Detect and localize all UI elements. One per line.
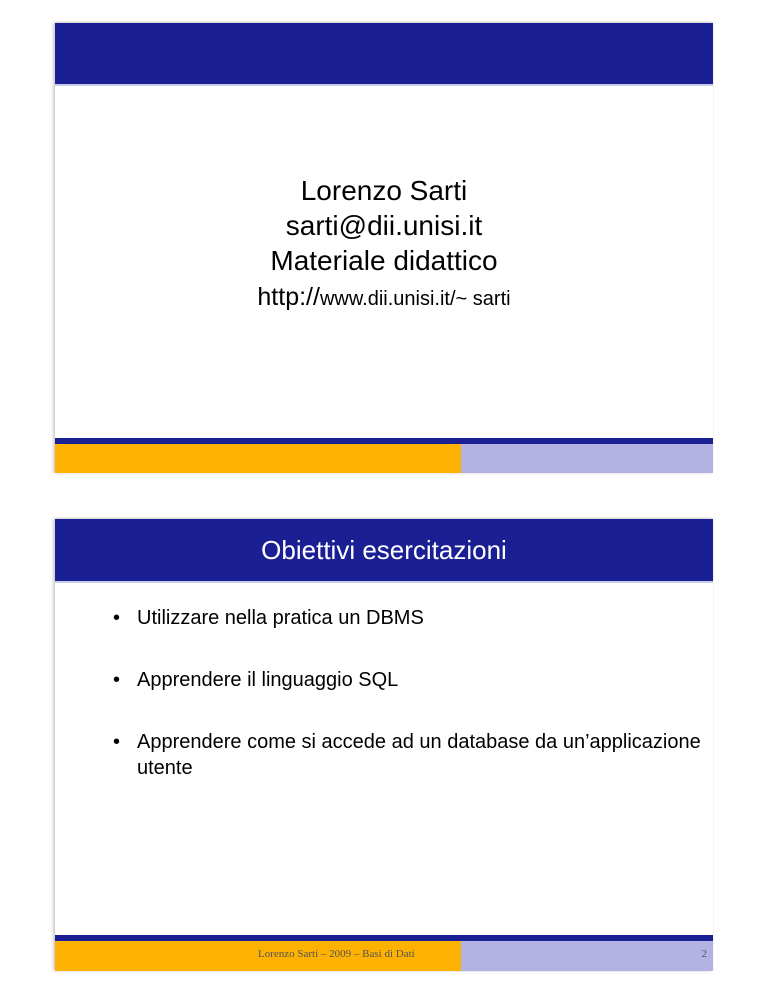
material-label: Materiale didattico [270, 245, 498, 276]
bullet-icon: • [113, 669, 121, 691]
author-email: sarti@dii.unisi.it [285, 210, 483, 241]
course-url [55, 280, 713, 318]
bullet-list [113, 605, 703, 817]
bullet-text: Utilizzare nella pratica un DBMS [137, 607, 424, 629]
footer-lavender-bar [461, 444, 713, 473]
slide-1 [55, 23, 713, 473]
slide-2 [55, 519, 713, 971]
title-block [55, 173, 713, 318]
slide-header-bar [55, 23, 713, 84]
footer-orange-bar [55, 444, 461, 473]
bullet-icon: • [113, 607, 121, 629]
bullet-icon: • [113, 731, 121, 753]
list-item [113, 729, 703, 781]
bullet-text: Apprendere come si accede ad un database da un’applicazione utente [137, 731, 701, 779]
page-number: 2 [701, 948, 707, 960]
footer-lavender-bar [461, 941, 713, 971]
bullet-text: Apprendere il linguaggio SQL [137, 669, 399, 691]
header-divider [55, 84, 713, 86]
header-divider [55, 581, 713, 583]
list-item [113, 667, 703, 693]
footer-text: Lorenzo Sarti – 2009 – Basi di Dati [258, 948, 415, 960]
list-item [113, 605, 703, 631]
slide-title: Obiettivi esercitazioni [261, 535, 507, 565]
url-scheme: http:// [257, 283, 320, 311]
url-rest: www.dii.unisi.it/~ sarti [319, 288, 511, 310]
author-name: Lorenzo Sarti [300, 175, 468, 206]
